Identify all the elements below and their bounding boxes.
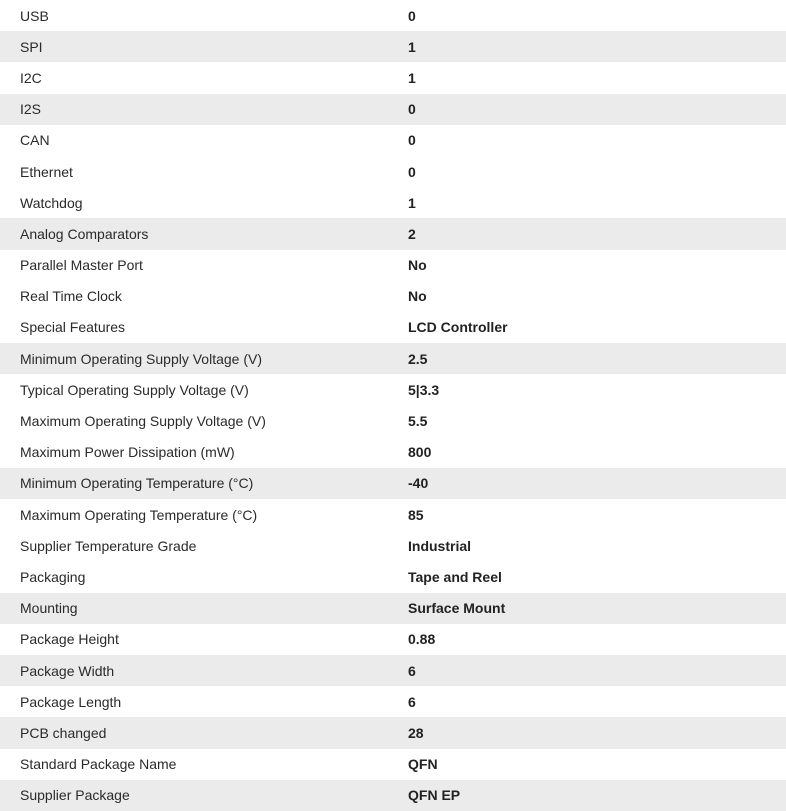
spec-row-package-length (0, 686, 786, 717)
spec-label: Analog Comparators (20, 225, 149, 242)
spec-row-i2s (0, 94, 786, 125)
spec-label: Standard Package Name (20, 756, 177, 773)
spec-value: 800 (408, 444, 432, 461)
spec-value: 1 (408, 38, 416, 55)
spec-label: Maximum Operating Supply Voltage (V) (20, 413, 266, 430)
spec-row-i2c (0, 62, 786, 93)
spec-value: 0 (408, 163, 416, 180)
spec-row-usb (0, 0, 786, 31)
spec-row-supplier-package (0, 780, 786, 811)
spec-row-pcb-changed (0, 717, 786, 748)
spec-value: Tape and Reel (408, 568, 502, 585)
spec-value: 2.5 (408, 350, 428, 367)
spec-value: No (408, 257, 427, 274)
spec-row-mounting (0, 593, 786, 624)
spec-value: LCD Controller (408, 319, 508, 336)
spec-row-max-power-dissipation (0, 437, 786, 468)
spec-value: 5.5 (408, 413, 428, 430)
spec-row-standard-package-name (0, 749, 786, 780)
spec-label: I2S (20, 101, 42, 118)
spec-row-package-width (0, 655, 786, 686)
spec-value: 2 (408, 225, 416, 242)
spec-value: 6 (408, 693, 416, 710)
spec-row-special-features (0, 312, 786, 343)
spec-label: Real Time Clock (20, 288, 122, 305)
spec-value: Surface Mount (408, 600, 506, 617)
spec-label: Mounting (20, 600, 78, 617)
spec-row-analog-comparators (0, 218, 786, 249)
spec-label: Supplier Package (20, 787, 130, 804)
spec-label: CAN (20, 132, 50, 149)
spec-label: PCB changed (20, 724, 107, 741)
spec-label: USB (20, 7, 49, 24)
spec-label: Package Height (20, 631, 119, 648)
spec-label: Typical Operating Supply Voltage (V) (20, 381, 249, 398)
spec-label: Packaging (20, 568, 86, 585)
spec-row-watchdog (0, 187, 786, 218)
spec-value: -40 (408, 475, 429, 492)
spec-label: Maximum Operating Temperature (°C) (20, 506, 258, 523)
spec-value: 0.88 (408, 631, 436, 648)
spec-row-can (0, 125, 786, 156)
spec-label: Package Width (20, 662, 115, 679)
spec-value: 1 (408, 194, 416, 211)
spec-row-parallel-master-port (0, 250, 786, 281)
spec-value: 1 (408, 69, 416, 86)
spec-value: 0 (408, 132, 416, 149)
spec-row-ethernet (0, 156, 786, 187)
spec-row-max-supply-voltage (0, 405, 786, 436)
spec-value: QFN EP (408, 787, 461, 804)
spec-value: Industrial (408, 537, 472, 554)
spec-row-real-time-clock (0, 281, 786, 312)
spec-value: 5|3.3 (408, 381, 440, 398)
spec-row-package-height (0, 624, 786, 655)
spec-value: 6 (408, 662, 416, 679)
spec-label: Minimum Operating Temperature (°C) (20, 475, 254, 492)
spec-row-max-operating-temperature (0, 499, 786, 530)
spec-label: I2C (20, 69, 42, 86)
spec-value: No (408, 288, 427, 305)
spec-value: 85 (408, 506, 424, 523)
spec-row-supplier-temperature-grade (0, 530, 786, 561)
spec-value: 28 (408, 724, 424, 741)
spec-label: Package Length (20, 693, 122, 710)
spec-value: 0 (408, 7, 416, 24)
spec-label: Special Features (20, 319, 126, 336)
spec-row-spi (0, 31, 786, 62)
spec-label: Watchdog (20, 194, 83, 211)
spec-label: Ethernet (20, 163, 73, 180)
spec-value: 0 (408, 101, 416, 118)
spec-label: SPI (20, 38, 43, 55)
spec-label: Minimum Operating Supply Voltage (V) (20, 350, 262, 367)
spec-row-min-operating-temperature (0, 468, 786, 499)
spec-label: Supplier Temperature Grade (20, 537, 197, 554)
spec-label: Maximum Power Dissipation (mW) (20, 444, 235, 461)
spec-value: QFN (408, 756, 438, 773)
spec-row-packaging (0, 561, 786, 592)
spec-row-min-supply-voltage (0, 343, 786, 374)
spec-row-typical-supply-voltage (0, 374, 786, 405)
spec-label: Parallel Master Port (20, 257, 143, 274)
